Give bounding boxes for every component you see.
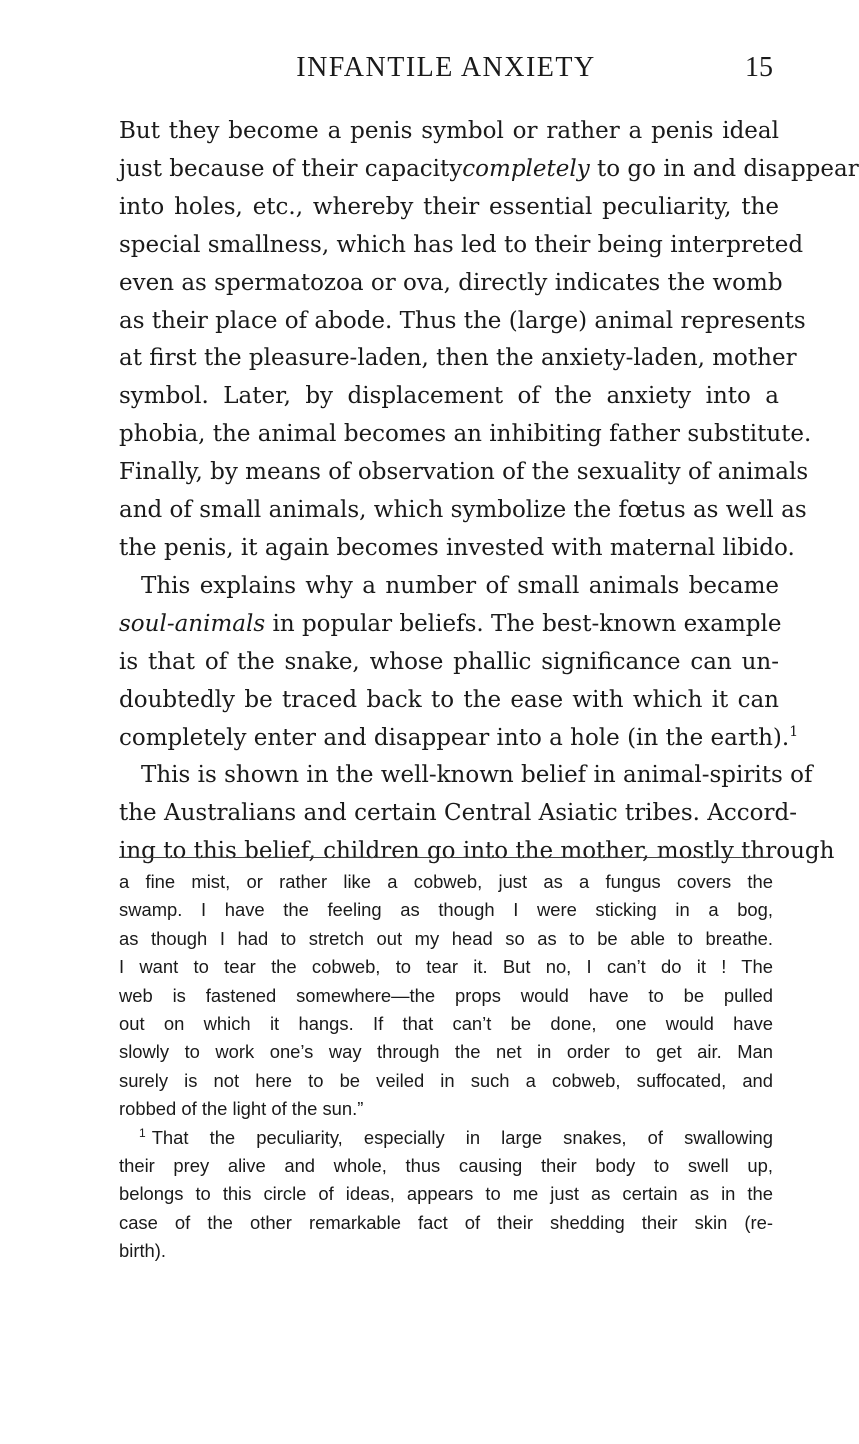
footnote-number: 1 (139, 1125, 146, 1140)
footnote-line: robbed of the light of the sun.” (119, 1098, 364, 1120)
footnote-line: birth). (119, 1240, 167, 1262)
text-line: as their place of abode. Thus the (large) animal represents (119, 307, 806, 334)
emphasis-text: soul-animals (119, 610, 266, 637)
text-segment: completely enter and disappear into a hole (in the earth). (119, 724, 790, 751)
footnote-line: out on which it hangs. If that can’t be done, one would have (119, 1013, 773, 1035)
text-line: even as spermatozoa or ova, directly indicates the womb (119, 269, 783, 296)
footnote-line: web is fastened somewhere—the props would have to be pulled (119, 984, 773, 1006)
text-line: and of small animals, which symbolize the fœtus as well as (119, 497, 807, 524)
main-text (119, 113, 859, 871)
text-segment: just because of their capacity (119, 155, 463, 182)
text-line: symbol. Later, by displacement of the anxiety into a (119, 383, 779, 410)
text-segment: in popular beliefs. The best-known example (272, 610, 782, 637)
running-head: INFANTILE ANXIETY (296, 52, 596, 83)
text-line (119, 151, 859, 189)
text-line: into holes, etc., whereby their essential peculiarity, the (119, 193, 779, 220)
footnotes (119, 868, 773, 1266)
text-line: This is shown in the well-known belief in animal-spirits of (141, 762, 813, 789)
text-line: phobia, the animal becomes an inhibiting father substitute. (119, 421, 812, 448)
footnote-line: surely is not here to be veiled in such a cobweb, suffocated, and (119, 1069, 773, 1091)
text-line (119, 606, 782, 644)
text-line: Finally, by means of observation of the sexuality of animals (119, 459, 809, 486)
footnote-line (119, 1124, 773, 1152)
text-segment: That the peculiarity, especially in large snakes, of swallowing (151, 1126, 773, 1148)
text-line: This explains why a number of small animals became (141, 572, 779, 599)
text-line: is that of the snake, whose phallic significance can un- (119, 648, 779, 675)
emphasis-text: completely (462, 155, 590, 182)
footnote-marker: 1 (789, 723, 799, 740)
page-header (119, 48, 773, 88)
footnote-line: their prey alive and whole, thus causing their body to swell up, (119, 1155, 773, 1177)
text-line: the Australians and certain Central Asiatic tribes. Accord- (119, 800, 797, 827)
footnote-line: slowly to work one’s way through the net in order to get air. Man (119, 1041, 773, 1063)
text-line (119, 720, 799, 758)
footnote-line: a fine mist, or rather like a cobweb, just as a fungus covers the (119, 871, 773, 892)
footnote-line: as though I had to stretch out my head so as to be able to breathe. (119, 927, 773, 949)
text-line: ing to this belief, children go into the mother, mostly through (119, 838, 835, 865)
footnote-line: swamp. I have the feeling as though I were sticking in a bog, (119, 899, 773, 921)
text-segment: to go in and disappear (597, 155, 859, 182)
footnote-line: I want to tear the cobweb, to tear it. But no, I can’t do it ! The (119, 956, 773, 978)
footnote-line: case of the other remarkable fact of their shedding their skin (re- (119, 1211, 773, 1233)
text-line: the penis, it again becomes invested with maternal libido. (119, 534, 795, 561)
text-line: special smallness, which has led to their being interpreted (119, 231, 804, 258)
text-line: But they become a penis symbol or rather a penis ideal (119, 118, 779, 144)
footnote-line: belongs to this circle of ideas, appears to me just as certain as in the (119, 1183, 773, 1205)
text-line: doubtedly be traced back to the ease with which it can (119, 686, 779, 713)
page-number: 15 (745, 52, 773, 83)
text-line: at first the pleasure-laden, then the anxiety-laden, mother (119, 345, 797, 372)
footnote-divider (119, 857, 773, 858)
